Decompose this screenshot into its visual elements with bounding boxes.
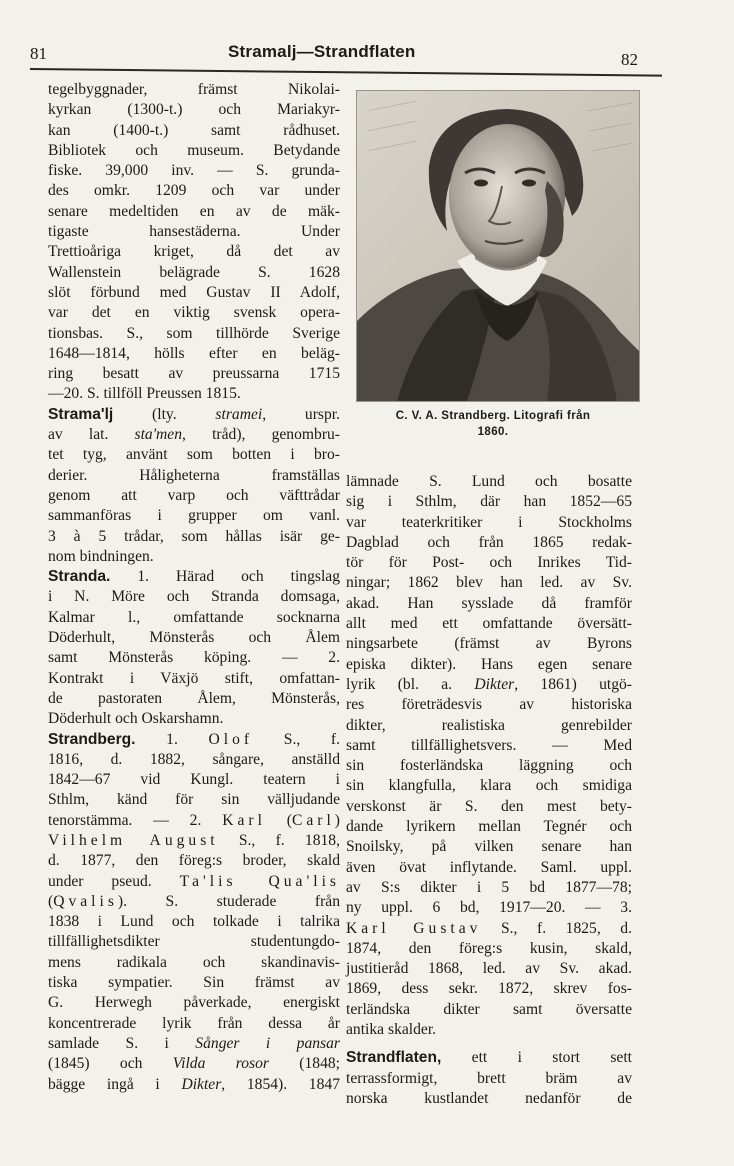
- text-run: , tråd), genombru-: [182, 426, 340, 444]
- text-line: de pastoraten Ålem, Mönsterås,: [48, 689, 340, 707]
- text-line: tegelbyggnader, främst Nikolai-: [48, 81, 340, 98]
- caption-line: C. V. A. Strandberg. Litografi från: [395, 410, 591, 422]
- text-line: ring besatt av preussarna 1715: [48, 365, 340, 383]
- text-line: 1648—1814, hölls efter en beläg-: [48, 344, 340, 362]
- text-line: Sthlm, känd för sin välljudande: [48, 791, 340, 809]
- text-line: 1842—67 vid Kungl. teatern i: [48, 771, 340, 789]
- text-line: slöt förbund med Gustav II Adolf,: [48, 283, 340, 301]
- text-line: d. 1877, den föreg:s broder, skald: [48, 852, 340, 870]
- text-line: terrassformigt, brett bräm av: [346, 1069, 632, 1087]
- text-line: Snoilsky, på vilken senare han: [346, 838, 632, 856]
- header-rule: [30, 68, 662, 77]
- text-line: koncentrerade lyrik från dessa år: [48, 1014, 340, 1032]
- text-line: ningar; 1862 blev han led. av Sv.: [346, 574, 632, 592]
- text-run: (lty.: [113, 405, 216, 423]
- text-line: Döderhult och Oskarshamn.: [48, 710, 224, 728]
- spaced-run: Karl: [222, 811, 266, 829]
- text-line: samt Mönsterås köping. — 2.: [48, 649, 340, 667]
- text-line: [48, 567, 340, 587]
- text-line: [346, 675, 632, 695]
- text-line: tionsbas. S., som tillhörde Sverige: [48, 324, 340, 342]
- text-run: S., f. 1818,: [218, 831, 340, 849]
- text-line: norska kustlandet nedanför de: [346, 1089, 632, 1107]
- stralsund-text: [48, 80, 340, 405]
- text-line: [48, 405, 340, 425]
- text-line: derier. Håligheterna framställas: [48, 466, 340, 484]
- text-line: av S:s dikter i 5 bd 1877—78;: [346, 878, 632, 896]
- text-line: episka dikter). Hans egen senare: [346, 655, 632, 673]
- spaced-run: Olof: [208, 730, 254, 748]
- text-line: genom att varp och väfttrådar: [48, 486, 340, 504]
- text-line: allt med ett omfattande översätt-: [346, 615, 632, 633]
- text-line: G. Herwegh påverkade, energiskt: [48, 994, 340, 1012]
- entry-gap: [346, 1040, 632, 1048]
- caption-line: 1860.: [477, 426, 509, 438]
- text-line: tigaste hansestäderna. Under: [48, 223, 340, 241]
- text-line: Dagblad och från 1865 redak-: [346, 533, 632, 551]
- text-line: var teaterkritiker i Stockholms: [346, 513, 632, 531]
- text-run: 1.: [135, 730, 209, 748]
- text-run: av lat.: [48, 426, 135, 444]
- text-line: lämnade S. Lund och bosatte: [346, 473, 632, 490]
- text-run: (: [265, 811, 292, 829]
- text-line: fiske. 39,000 inv. — S. grunda-: [48, 162, 340, 180]
- text-line: Döderhult, Mönsterås och Ålem: [48, 629, 340, 647]
- text-line: justitieråd 1868, led. av Sv. akad.: [346, 960, 632, 978]
- text-run: 1. Härad och tingslag: [110, 568, 340, 586]
- portrait-caption: [348, 408, 638, 440]
- text-line: [48, 1054, 340, 1074]
- text-line: 3 à 5 trådar, som hållas isär ge-: [48, 527, 340, 545]
- text-line: sin klangfulla, klara och smidiga: [346, 777, 632, 795]
- text-line: sig i Sthlm, där han 1852—65: [346, 493, 632, 511]
- text-run: (: [48, 892, 54, 910]
- text-line: [48, 425, 340, 445]
- text-line: [48, 1075, 340, 1095]
- spaced-run: Vilhelm August: [48, 831, 219, 849]
- text-run: lyrik (bl. a.: [346, 675, 475, 693]
- text-line: var det en viktig svensk opera-: [48, 304, 340, 322]
- text-line: tör för Post- och Inrikes Tid-: [346, 554, 632, 572]
- text-line: 1838 i Lund och tolkade i talrika: [48, 913, 340, 931]
- text-run: (1845) och: [48, 1055, 173, 1073]
- entry-strandberg: [48, 730, 340, 1095]
- text-line: sin fosterländska läggning och: [346, 757, 632, 775]
- italic-run: Vilda rosor: [172, 1055, 269, 1073]
- text-line: Trettioåriga kriget, då det av: [48, 243, 340, 261]
- text-line: mens radikala och skandinavis-: [48, 953, 340, 971]
- right-column: [346, 472, 632, 1109]
- text-line: senare medeltiden en av de mäk-: [48, 202, 340, 220]
- text-line: [346, 1048, 632, 1068]
- text-line: kyrkan (1300-t.) och Mariakyr-: [48, 101, 340, 119]
- text-line: [48, 811, 340, 831]
- text-line: ningsarbete (främst av Byrons: [346, 635, 632, 653]
- spaced-run: Ta'lis Qua'lis: [179, 872, 340, 890]
- italic-run: Dikter: [181, 1075, 222, 1093]
- text-line: [48, 831, 340, 851]
- page-number-left: 81: [30, 44, 47, 63]
- text-run: , 1861) utgö-: [514, 675, 632, 693]
- page-number-right: 82: [621, 50, 638, 69]
- text-line: dikter, realistiska genrebilder: [346, 716, 632, 734]
- text-line: [48, 892, 340, 912]
- left-column: [48, 80, 340, 1095]
- portrait-lithograph: [356, 90, 640, 402]
- spaced-run: Qvalis: [53, 892, 118, 910]
- text-line: ny uppl. 6 bd, 1917—20. — 3.: [346, 899, 632, 917]
- text-line: Bibliotek och museum. Betydande: [48, 141, 340, 159]
- text-line: tet tyg, använt som botten i bro-: [48, 446, 340, 464]
- text-line: Wallenstein belägrade S. 1628: [48, 263, 340, 281]
- text-line: tillfällighetsdikter studentungdo-: [48, 933, 340, 951]
- text-line: [48, 1034, 340, 1054]
- running-title: Stramalj—Strandflaten: [228, 42, 416, 61]
- text-line: [48, 730, 340, 750]
- text-run: bägge ingå i: [48, 1075, 182, 1093]
- entry-headword: Stranda.: [48, 568, 111, 586]
- entry-headword: Strama'lj: [48, 405, 114, 423]
- text-line: kan (1400-t.) samt rådhuset.: [48, 121, 340, 139]
- text-line: nom bindningen.: [48, 547, 154, 565]
- text-run: ). S. studerade från: [117, 892, 340, 910]
- italic-run: sta'men: [134, 426, 183, 444]
- text-run: (1848;: [268, 1055, 340, 1073]
- entry-strandflaten: [346, 1048, 632, 1109]
- entry-headword: Strandflaten,: [346, 1049, 442, 1067]
- text-line: dande lyrikern mellan Tegnér och: [346, 818, 632, 836]
- entry-stramalj: [48, 405, 340, 567]
- text-run: ett i stort sett: [441, 1049, 632, 1067]
- text-line: des omkr. 1209 och var under: [48, 182, 340, 200]
- italic-run: stramei: [215, 405, 263, 423]
- text-line: [346, 919, 632, 939]
- text-run: samlade S. i: [48, 1034, 196, 1052]
- text-line: 1874, den föreg:s kusin, skald,: [346, 939, 632, 957]
- text-line: verskonst är S. den mest bety-: [346, 797, 632, 815]
- entry-headword: Strandberg.: [48, 730, 136, 748]
- text-line: [48, 872, 340, 892]
- text-line: akad. Han sysslade då framför: [346, 594, 632, 612]
- text-run: S., f. 1825, d.: [481, 919, 632, 937]
- text-line: res företrädesvis av historiska: [346, 696, 632, 714]
- text-run: under pseud.: [48, 872, 180, 890]
- text-run: ): [334, 811, 340, 829]
- text-line: —20. S. tillföll Preussen 1815.: [48, 385, 241, 403]
- entry-stranda: [48, 567, 340, 729]
- text-run: , 1854). 1847: [221, 1075, 340, 1093]
- spaced-run: Karl Gustav: [346, 919, 482, 937]
- text-run: , urspr.: [262, 405, 340, 423]
- text-line: i N. Möre och Stranda domsaga,: [48, 588, 340, 606]
- text-line: sammanföras i grupper om vanl.: [48, 507, 340, 525]
- text-line: tiska sympatier. Sin främst av: [48, 974, 340, 992]
- text-line: 1869, dess sekr. 1872, skrev fos-: [346, 980, 632, 998]
- text-line: 1816, d. 1882, sångare, anställd: [48, 750, 340, 768]
- text-line: även övat inflytande. Saml. uppl.: [346, 858, 632, 876]
- italic-run: Sånger i pansar: [195, 1034, 340, 1052]
- text-run: S., f.: [253, 730, 340, 748]
- text-line: Kontrakt i Växjö stift, omfattan-: [48, 669, 340, 687]
- portrait-image: [357, 91, 639, 401]
- text-line: Kalmar l., omfattande socknarna: [48, 608, 340, 626]
- spaced-run: Carl: [291, 811, 335, 829]
- text-line: terländska dikter samt översatte: [346, 1000, 632, 1018]
- text-line: antika skalder.: [346, 1021, 437, 1039]
- text-run: tenorstämma. — 2.: [48, 811, 223, 829]
- italic-run: Dikter: [474, 675, 515, 693]
- text-line: samt tillfällighetsvers. — Med: [346, 736, 632, 754]
